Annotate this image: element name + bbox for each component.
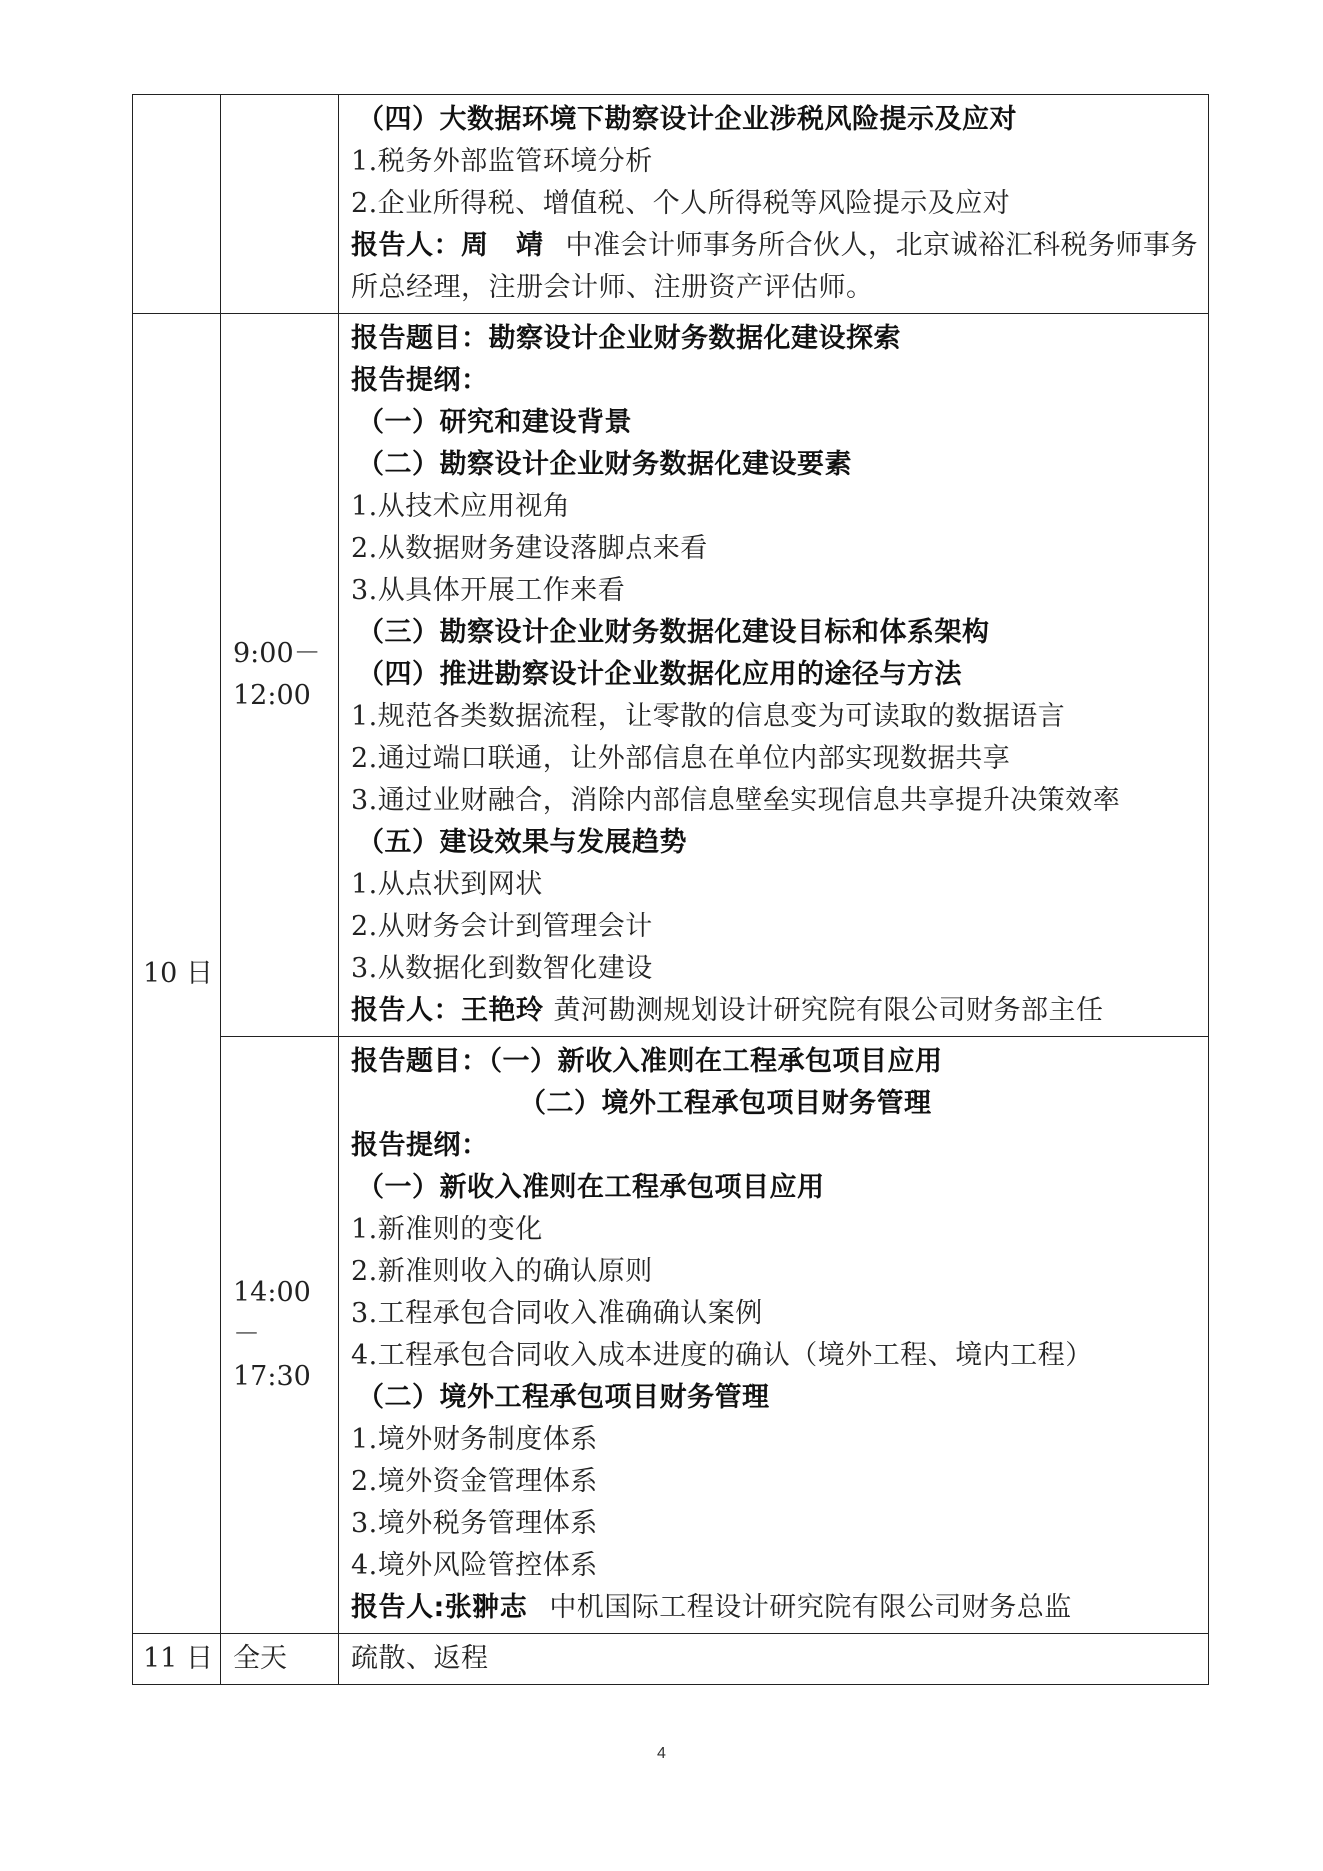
reporter-desc: 黄河勘测规划设计研究院有限公司财务部主任 <box>553 995 1104 1026</box>
section-heading: （四）推进勘察设计企业数据化应用的途径与方法 <box>357 659 962 690</box>
reporter-label: 报告人：王艳玲 <box>351 995 544 1026</box>
page-number: 4 <box>657 1745 666 1762</box>
section-heading: （三）勘察设计企业财务数据化建设目标和体系架构 <box>357 617 990 648</box>
time-end: 17:30 <box>233 1361 311 1392</box>
session-content <box>339 314 1209 1037</box>
table-row <box>133 314 1209 1037</box>
outline-item: 2.境外资金管理体系 <box>351 1466 598 1497</box>
outline-item: 1.从技术应用视角 <box>351 491 571 522</box>
table-row <box>133 95 1209 314</box>
report-topic-second: （二）境外工程承包项目财务管理 <box>519 1088 932 1119</box>
reporter-desc: 中准会计师事务所合伙人，北京诚裕汇科税务师事务所总经理，注册会计师、注册资产评估师。 <box>351 230 1198 303</box>
outline-item: 3.工程承包合同收入准确确认案例 <box>351 1298 763 1329</box>
outline-item: 3.从数据化到数智化建设 <box>351 953 653 984</box>
outline-item: 2.从数据财务建设落脚点来看 <box>351 533 708 564</box>
section-heading: （一）研究和建设背景 <box>357 407 632 438</box>
outline-item: 1.新准则的变化 <box>351 1214 543 1245</box>
outline-label: 报告提纲： <box>351 365 489 396</box>
time-end: 12:00 <box>233 680 311 711</box>
section-heading: （二）勘察设计企业财务数据化建设要素 <box>357 449 852 480</box>
time-cell: 全天 <box>221 1634 339 1685</box>
section-heading: （五）建设效果与发展趋势 <box>357 827 687 858</box>
outline-item: 2.从财务会计到管理会计 <box>351 911 653 942</box>
outline-item: 3.境外税务管理体系 <box>351 1508 598 1539</box>
time-cell <box>221 1037 339 1634</box>
section-heading: （二）境外工程承包项目财务管理 <box>357 1382 770 1413</box>
table-row <box>133 1037 1209 1634</box>
reporter-line <box>351 225 1202 309</box>
session-content <box>339 95 1209 314</box>
reporter-desc: 中机国际工程设计研究院有限公司财务总监 <box>549 1592 1072 1623</box>
outline-label: 报告提纲： <box>351 1130 489 1161</box>
outline-item: 2.通过端口联通，让外部信息在单位内部实现数据共享 <box>351 743 1011 774</box>
day-cell: 10 日 <box>133 314 221 1634</box>
table-row <box>133 1634 1209 1685</box>
section-heading: （四）大数据环境下勘察设计企业涉税风险提示及应对 <box>357 104 1017 135</box>
report-topic: 报告题目：（一）新收入准则在工程承包项目应用 <box>351 1046 943 1077</box>
time-cell <box>221 314 339 1037</box>
schedule-table <box>132 94 1209 1685</box>
outline-item: 2.新准则收入的确认原则 <box>351 1256 653 1287</box>
session-content <box>339 1634 1209 1685</box>
day-cell: 11 日 <box>133 1634 221 1685</box>
outline-item: 1.税务外部监管环境分析 <box>351 146 653 177</box>
day-cell-empty <box>133 95 221 314</box>
time-dash: － <box>233 1319 260 1350</box>
outline-item: 2.企业所得税、增值税、个人所得税等风险提示及应对 <box>351 188 1011 219</box>
outline-item: 1.境外财务制度体系 <box>351 1424 598 1455</box>
report-topic: 报告题目：勘察设计企业财务数据化建设探索 <box>351 323 901 354</box>
outline-item: 3.通过业财融合，消除内部信息壁垒实现信息共享提升决策效率 <box>351 785 1121 816</box>
reporter-line <box>351 1587 1202 1629</box>
session-text: 疏散、返程 <box>351 1643 489 1674</box>
outline-item: 1.从点状到网状 <box>351 869 543 900</box>
reporter-line <box>351 990 1202 1032</box>
time-cell-empty <box>221 95 339 314</box>
session-content <box>339 1037 1209 1634</box>
outline-item: 1.规范各类数据流程，让零散的信息变为可读取的数据语言 <box>351 701 1066 732</box>
section-heading: （一）新收入准则在工程承包项目应用 <box>357 1172 825 1203</box>
outline-item: 4.工程承包合同收入成本进度的确认（境外工程、境内工程） <box>351 1340 1093 1371</box>
time-start: 14:00 <box>233 1277 311 1308</box>
time-start: 9:00－ <box>233 638 321 669</box>
reporter-label: 报告人：周 靖 <box>351 230 544 261</box>
reporter-label: 报告人:张翀志 <box>351 1592 528 1623</box>
outline-item: 4.境外风险管控体系 <box>351 1550 598 1581</box>
outline-item: 3.从具体开展工作来看 <box>351 575 626 606</box>
